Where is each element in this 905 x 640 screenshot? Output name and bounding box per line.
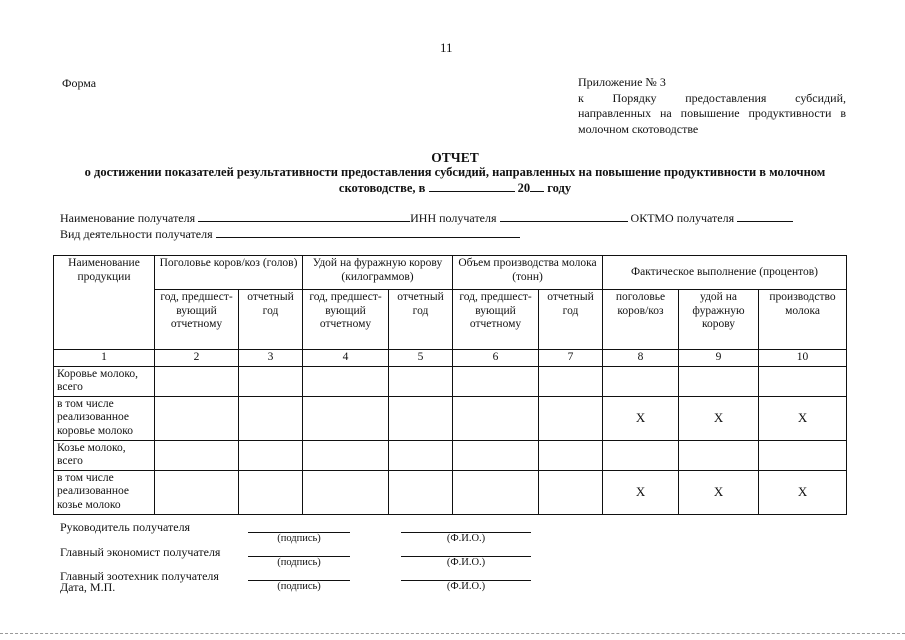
data-cell[interactable] (453, 396, 539, 440)
title-subheading: о достижении показателей результативности предоставления субсидий, направленных на повышение продуктивности в молочном (84, 165, 826, 179)
data-cell[interactable] (539, 366, 603, 396)
recipient-line (60, 210, 793, 226)
data-cell[interactable] (303, 366, 389, 396)
form-label: Форма (62, 76, 97, 90)
header-report-year: отчетный год (539, 290, 603, 350)
recipient-activity-label: Вид деятельности получателя (60, 227, 213, 241)
header-pct-yield: удой на фуражную корову (679, 290, 759, 350)
data-cell[interactable] (539, 470, 603, 514)
header-volume: Объем производства молока (тонн) (453, 256, 603, 290)
table-row (54, 440, 847, 470)
data-cell[interactable] (303, 470, 389, 514)
data-cell[interactable] (389, 440, 453, 470)
data-cell[interactable] (239, 396, 303, 440)
appendix-block (578, 75, 846, 137)
title-period-text: скотоводстве, в (338, 181, 426, 195)
column-number: 10 (759, 350, 847, 367)
data-cell[interactable] (389, 396, 453, 440)
data-cell[interactable] (303, 440, 389, 470)
x-mark: X (759, 470, 847, 514)
row-label: Коровье молоко, всего (54, 366, 155, 396)
x-mark: X (603, 470, 679, 514)
activity-line (60, 226, 520, 242)
data-cell[interactable] (603, 440, 679, 470)
column-number: 2 (155, 350, 239, 367)
x-mark: X (679, 396, 759, 440)
header-prev-year: год, предшест-вующий отчетному (453, 290, 539, 350)
column-number: 8 (603, 350, 679, 367)
data-cell[interactable] (155, 470, 239, 514)
column-number: 4 (303, 350, 389, 367)
appendix-number: Приложение № 3 (578, 75, 666, 89)
column-numbers-row (54, 350, 847, 367)
data-cell[interactable] (155, 366, 239, 396)
recipient-oktmo-label: ОКТМО получателя (630, 211, 735, 225)
data-cell[interactable] (453, 440, 539, 470)
year-blank (530, 180, 544, 192)
data-cell[interactable] (389, 470, 453, 514)
header-report-year: отчетный год (239, 290, 303, 350)
report-table (53, 255, 847, 515)
zootechnician-signature-caption: (подпись) (277, 581, 321, 592)
data-cell[interactable] (603, 366, 679, 396)
recipient-name-label: Наименование получателя (60, 211, 196, 225)
date-label: Дата, М.П. (60, 580, 116, 594)
column-number: 5 (389, 350, 453, 367)
x-mark: X (679, 470, 759, 514)
zootechnician-label: Главный зоотехник получателя (60, 569, 219, 583)
appendix-line-4: молочном скотоводстве (578, 121, 699, 136)
title-year-word: году (547, 181, 572, 195)
data-cell[interactable] (155, 396, 239, 440)
column-number: 7 (539, 350, 603, 367)
recipient-inn-blank (500, 210, 628, 222)
table-row (54, 366, 847, 396)
header-pct-livestock: поголовье коров/коз (603, 290, 679, 350)
column-number: 6 (453, 350, 539, 367)
economist-name-caption: (Ф.И.О.) (446, 557, 486, 568)
head-name-caption: (Ф.И.О.) (446, 533, 486, 544)
data-cell[interactable] (759, 366, 847, 396)
appendix-line-2: к Порядку предоставления субсидий, (578, 90, 846, 105)
recipient-inn-label: ИНН получателя (410, 211, 497, 225)
header-livestock: Поголовье коров/коз (голов) (155, 256, 303, 290)
header-prev-year: год, предшест-вующий отчетному (155, 290, 239, 350)
data-cell[interactable] (759, 440, 847, 470)
header-yield: Удой на фуражную корову (килограммов) (303, 256, 453, 290)
title-period (60, 180, 850, 196)
data-cell[interactable] (679, 366, 759, 396)
row-label: в том числе реализованное коровье молоко (54, 396, 155, 440)
table-row (54, 470, 847, 514)
data-cell[interactable] (239, 366, 303, 396)
column-number: 9 (679, 350, 759, 367)
data-cell[interactable] (453, 470, 539, 514)
row-label: в том числе реализованное козье молоко (54, 470, 155, 514)
recipient-oktmo-blank (737, 210, 793, 222)
data-cell[interactable] (239, 470, 303, 514)
title-year-prefix: 20 (517, 181, 531, 195)
column-number: 1 (54, 350, 155, 367)
title-heading: ОТЧЕТ (431, 150, 479, 165)
data-cell[interactable] (679, 440, 759, 470)
header-row-1 (54, 256, 847, 290)
recipient-name-blank (198, 210, 410, 222)
data-cell[interactable] (239, 440, 303, 470)
header-prev-year: год, предшест-вующий отчетному (303, 290, 389, 350)
period-blank (429, 180, 515, 192)
economist-signature-caption: (подпись) (277, 557, 321, 568)
data-cell[interactable] (303, 396, 389, 440)
head-label: Руководитель получателя (60, 520, 191, 534)
header-pct-production: производство молока (759, 290, 847, 350)
recipient-activity-blank (216, 226, 520, 238)
header-actual: Фактическое выполнение (процентов) (603, 256, 847, 290)
data-cell[interactable] (453, 366, 539, 396)
page-number: 11 (440, 40, 453, 55)
scan-edge (0, 633, 905, 634)
data-cell[interactable] (389, 366, 453, 396)
data-cell[interactable] (155, 440, 239, 470)
header-product: Наименование продукции (54, 256, 155, 350)
header-report-year: отчетный год (389, 290, 453, 350)
x-mark: X (603, 396, 679, 440)
data-cell[interactable] (539, 440, 603, 470)
row-label: Козье молоко, всего (54, 440, 155, 470)
appendix-line-3: направленных на повышение продуктивности в (578, 106, 846, 120)
column-number: 3 (239, 350, 303, 367)
zootechnician-name-caption: (Ф.И.О.) (446, 581, 486, 592)
data-cell[interactable] (539, 396, 603, 440)
x-mark: X (759, 396, 847, 440)
report-title (60, 150, 850, 196)
header-row-2 (54, 290, 847, 350)
table-row (54, 396, 847, 440)
economist-label: Главный экономист получателя (60, 545, 221, 559)
head-signature-caption: (подпись) (277, 533, 321, 544)
